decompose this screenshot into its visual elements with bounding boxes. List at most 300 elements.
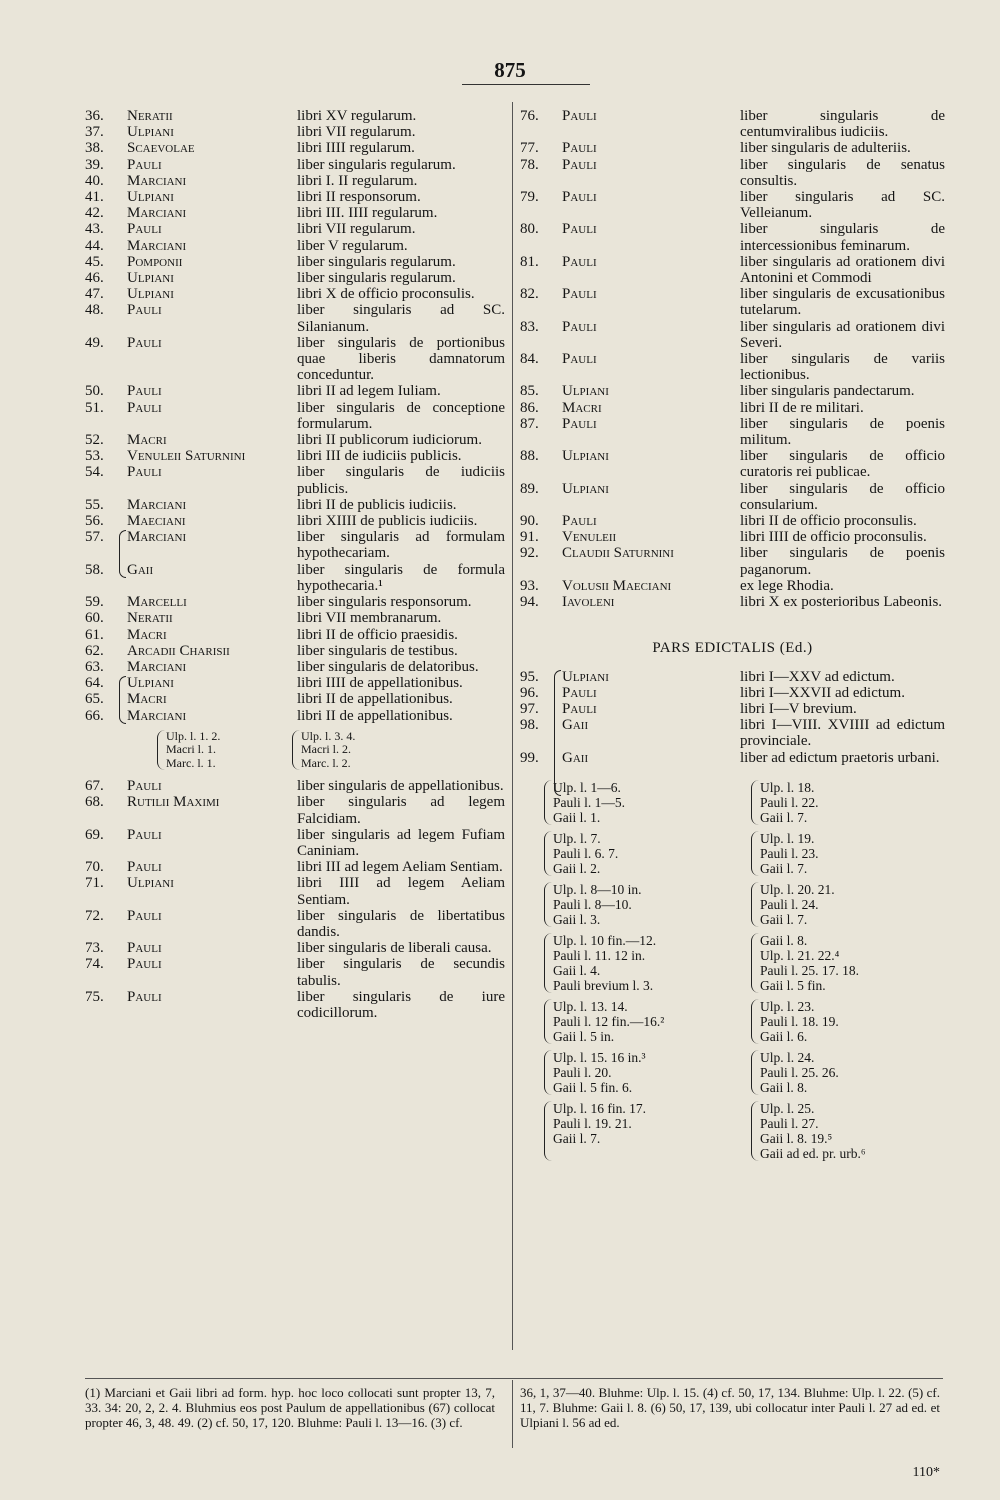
entry-author: Pauli <box>562 156 597 173</box>
entry-author: Ulpiani <box>127 270 174 287</box>
index-entry <box>520 448 945 480</box>
concordance-line: Ulp. l. 18. <box>760 779 815 795</box>
entry-number: 47. <box>85 286 104 303</box>
entry-title: liber singularis de poenis paganorum. <box>740 545 945 578</box>
group-brace <box>554 670 561 796</box>
index-entry <box>520 286 945 318</box>
concordance-line: Pauli l. 19. 21. <box>553 1115 632 1131</box>
entry-title: libri VII membranarum. <box>297 610 442 627</box>
entry-number: 80. <box>520 221 539 238</box>
index-entry <box>85 989 505 1021</box>
entry-title: libri II ad legem Iuliam. <box>297 383 441 400</box>
entry-title: liber singularis de senatus consultis. <box>740 156 945 189</box>
index-entry <box>520 481 945 513</box>
entry-number: 36. <box>85 108 104 124</box>
index-entry <box>85 497 505 513</box>
entry-title: ex lege Rhodia. <box>740 577 834 594</box>
index-entry <box>520 513 945 529</box>
entry-number: 59. <box>85 594 104 611</box>
index-entry <box>85 513 505 529</box>
concordance-group <box>544 1050 945 1095</box>
entry-author: Pauli <box>127 334 162 351</box>
entry-author: Pauli <box>562 253 597 270</box>
concordance-line: Gaii l. 1. <box>553 809 601 825</box>
index-entry <box>85 956 505 988</box>
entry-number: 57. <box>85 529 104 546</box>
index-entry <box>85 708 505 724</box>
entry-author: Ulpiani <box>562 669 740 685</box>
concordance-line: Ulp. l. 19. <box>760 830 815 846</box>
page-number: 875 <box>494 58 526 82</box>
concordance-block <box>544 1101 723 1161</box>
entry-number: 41. <box>85 189 104 206</box>
entry-number: 51. <box>85 399 104 416</box>
entry-number: 38. <box>85 140 104 157</box>
index-entry <box>85 464 505 496</box>
concordance-group <box>544 1101 945 1161</box>
concordance-line: Gaii l. 8. 19.⁵ <box>760 1130 833 1146</box>
entry-author: Macri <box>562 399 602 416</box>
entry-author: Pauli <box>127 940 162 957</box>
index-entry <box>85 400 505 432</box>
index-entry <box>85 157 505 173</box>
entry-title: liber singularis ad SC. Silanianum. <box>297 302 505 335</box>
concordance-line: Ulp. l. 25. <box>760 1100 815 1116</box>
concordance-line: Pauli l. 22. <box>760 794 819 810</box>
signature-mark: 110* <box>912 1465 940 1480</box>
entry-title: libri III. IIII regularum. <box>297 205 438 222</box>
entry-title: liber singularis de excusationibus tutelarum. <box>740 286 945 319</box>
entry-number: 86. <box>520 399 539 416</box>
index-entry <box>85 794 505 826</box>
index-entry <box>520 254 945 286</box>
index-entry <box>520 351 945 383</box>
entry-title: liber singularis de iure codicillorum. <box>297 988 505 1022</box>
entry-title: libri II responsorum. <box>297 189 421 206</box>
index-entry <box>85 448 505 464</box>
entry-title: liber singularis de libertatibus dandis. <box>297 907 505 941</box>
entry-number: 77. <box>520 140 539 157</box>
entry-author: Pauli <box>562 221 597 238</box>
entry-title: libri II de officio praesidis. <box>297 626 458 643</box>
index-entry <box>520 545 945 577</box>
entry-number: 76. <box>520 108 539 124</box>
entry-title: liber singularis regularum. <box>297 253 456 270</box>
index-entry <box>85 173 505 189</box>
entry-author: Marciani <box>127 237 187 254</box>
concordance-line: Ulp. l. 7. <box>553 830 601 846</box>
concordance-line: Gaii l. 4. <box>553 962 601 978</box>
right-column <box>520 108 945 1167</box>
entry-author: Ulpiani <box>562 383 609 400</box>
concordance-line: Pauli l. 11. 12 in. <box>553 947 646 963</box>
entry-number: 87. <box>520 415 539 432</box>
concordance-line: Ulp. l. 23. <box>760 998 815 1014</box>
entry-title: libri II publicorum iudiciorum. <box>297 432 482 449</box>
entry-author: Iavoleni <box>562 594 615 611</box>
index-entry <box>520 140 945 156</box>
entry-author: Marcelli <box>127 594 187 611</box>
right-entry-list <box>520 108 945 610</box>
entry-title: libri VII regularum. <box>297 124 416 141</box>
entry-number: 85. <box>520 383 539 400</box>
entry-number: 78. <box>520 156 539 173</box>
concordance-block <box>751 999 930 1044</box>
entry-title: libri III de iudiciis publicis. <box>297 448 462 465</box>
index-entry <box>520 594 945 610</box>
concordance-line: Pauli l. 1—5. <box>553 794 626 810</box>
entry-number: 82. <box>520 286 539 303</box>
entry-author: Pauli <box>562 108 597 124</box>
entry-author: Pauli <box>562 351 597 368</box>
entry-title: libri X de officio proconsulis. <box>297 286 475 303</box>
concordance-line: Pauli l. 23. <box>760 845 819 861</box>
index-entry <box>85 221 505 237</box>
index-entry <box>520 529 945 545</box>
entry-title: libri IIII ad legem Aeliam Sentiam. <box>297 875 505 908</box>
entry-number: 97. <box>520 700 539 717</box>
entry-number: 69. <box>85 826 104 843</box>
entry-number: 74. <box>85 956 104 973</box>
index-entry <box>520 701 945 717</box>
footnote-rule <box>85 1378 943 1379</box>
entry-author: Marciani <box>127 172 187 189</box>
entry-number: 71. <box>85 875 104 892</box>
entry-number: 92. <box>520 545 539 562</box>
concordance-line: Pauli l. 25. 26. <box>760 1064 839 1080</box>
entry-number: 39. <box>85 156 104 173</box>
entry-number: 83. <box>520 318 539 335</box>
index-entry <box>520 221 945 253</box>
concordance-line: Pauli l. 8—10. <box>553 896 632 912</box>
entry-title: liber singularis ad orationem divi Antonini et Commodi <box>740 253 945 287</box>
entry-title: libri VII regularum. <box>297 221 416 238</box>
entry-title: liber singularis ad legem Fufiam Caniniam. <box>297 826 505 860</box>
entry-author: Pauli <box>127 988 162 1005</box>
concordance-line: Gaii l. 8. <box>760 932 808 948</box>
concordance-block <box>544 882 723 927</box>
concordance-block <box>751 1050 930 1095</box>
entry-author: Pauli <box>562 684 597 701</box>
index-entry <box>85 562 505 594</box>
concordance-line: Ulp. l. 10 fin.—12. <box>553 932 657 948</box>
entry-title: libri III ad legem Aeliam Sentiam. <box>297 859 503 876</box>
index-entry <box>520 717 945 749</box>
entry-author: Marciani <box>127 707 187 724</box>
group-brace <box>119 676 126 724</box>
entry-author: Gaii <box>562 749 589 766</box>
entry-number: 37. <box>85 124 104 141</box>
concordance-block <box>544 933 723 993</box>
concordance-line: Gaii l. 7. <box>760 911 808 927</box>
footnotes-left: (1) Marciani et Gaii libri ad form. hyp. hoc loco collocati sunt propter 13, 7, 33. 34: 20, 2, 2. 4. Bluhmius eos post Paulum de appellationibus (67) collocat propter 46, 3, 48. 49. (2) cf. 50, 17, 120. Bluhme: Pauli l. 13—16. (3) cf. <box>85 1385 495 1430</box>
concordance-block <box>751 1101 930 1161</box>
index-entry <box>520 578 945 594</box>
entry-author: Ulpiani <box>127 286 174 303</box>
entry-author: Pauli <box>127 464 162 481</box>
concordance-line: Ulp. l. 21. 22.⁴ <box>760 947 840 963</box>
concordance-line: Gaii l. 7. <box>760 860 808 876</box>
concordance-line: Gaii l. 7. <box>553 1130 601 1146</box>
index-entry <box>85 859 505 875</box>
entry-author: Scaevolae <box>127 140 195 157</box>
entry-number: 98. <box>520 717 539 734</box>
concordance-line: Ulp. l. 1—6. <box>553 779 621 795</box>
entry-number: 55. <box>85 496 104 513</box>
entry-title: liber singularis regularum. <box>297 156 456 173</box>
index-entry <box>85 659 505 675</box>
entry-title: libri X ex posterioribus Labeonis. <box>740 594 943 611</box>
index-entry <box>520 416 945 448</box>
entry-number: 42. <box>85 205 104 222</box>
concordance-block <box>544 780 723 825</box>
entry-title: liber singularis de liberali causa. <box>297 940 492 957</box>
entry-author: Claudii Saturnini <box>562 545 674 562</box>
index-entry <box>520 108 945 140</box>
entry-number: 49. <box>85 334 104 351</box>
entry-number: 45. <box>85 253 104 270</box>
entry-title: liber singularis de appellationibus. <box>297 778 504 795</box>
index-entry <box>520 189 945 221</box>
entry-title: libri I—XXV ad edictum. <box>740 668 895 685</box>
right-concordance <box>544 780 945 1161</box>
entry-title: liber V regularum. <box>297 237 408 254</box>
entry-title: libri II de officio proconsulis. <box>740 513 917 530</box>
entry-author: Neratii <box>127 610 173 627</box>
entry-author: Pauli <box>127 221 162 238</box>
entry-number: 70. <box>85 859 104 876</box>
entry-author: Venuleii <box>562 529 617 546</box>
entry-author: Macri <box>127 432 167 449</box>
entry-title: liber singularis de poenis militum. <box>740 415 945 449</box>
entry-title: liber singularis de delatoribus. <box>297 658 479 675</box>
concordance-line: Ulp. l. 1. 2. <box>166 728 221 743</box>
entry-author: Venuleii Saturnini <box>127 448 246 465</box>
entry-author: Gaii <box>562 717 589 734</box>
entry-number: 99. <box>520 749 539 766</box>
concordance-line: Marc. l. 2. <box>301 755 351 770</box>
entry-author: Pauli <box>562 415 597 432</box>
index-entry <box>85 610 505 626</box>
entry-title: libri II de re militari. <box>740 399 864 416</box>
entry-title: liber singularis de centumviralibus iudiciis. <box>740 108 945 141</box>
concordance-block <box>544 999 723 1044</box>
concordance-group <box>544 882 945 927</box>
index-entry <box>85 254 505 270</box>
entry-title: libri II de appellationibus. <box>297 707 453 724</box>
entry-title: liber singularis de iudiciis publicis. <box>297 464 505 497</box>
entry-number: 52. <box>85 432 104 449</box>
entry-author: Pauli <box>562 700 597 717</box>
entry-author: Gaii <box>127 561 154 578</box>
index-entry <box>85 124 505 140</box>
index-entry <box>85 238 505 254</box>
concordance-line: Pauli l. 20. <box>553 1064 612 1080</box>
concordance-line: Ulp. l. 15. 16 in.³ <box>553 1049 646 1065</box>
entry-number: 95. <box>520 668 539 685</box>
entry-number: 79. <box>520 189 539 206</box>
concordance-block <box>544 831 723 876</box>
entry-number: 48. <box>85 302 104 319</box>
index-entry <box>85 302 505 334</box>
entry-author: Pauli <box>562 189 597 206</box>
entry-number: 56. <box>85 513 104 530</box>
entry-number: 88. <box>520 448 539 465</box>
concordance-line: Ulp. l. 16 fin. 17. <box>553 1100 646 1116</box>
entry-title: liber singularis de portionibus quae liberis damnatorum conceduntur. <box>297 334 505 384</box>
concordance-line: Gaii ad ed. pr. urb.⁶ <box>760 1145 866 1161</box>
entry-title: liber singularis de officio consularium. <box>740 480 945 513</box>
index-entry <box>520 400 945 416</box>
concordance-line: Gaii l. 5 fin. 6. <box>553 1079 633 1095</box>
header-rule <box>462 84 590 85</box>
entry-title: libri IIII de officio proconsulis. <box>740 529 927 546</box>
entry-author: Ulpiani <box>127 875 174 892</box>
concordance-line: Macri l. 1. <box>166 742 216 757</box>
entry-author: Pauli <box>562 286 597 303</box>
entry-author: Marciani <box>127 205 187 222</box>
concordance-group <box>544 780 945 825</box>
entry-number: 46. <box>85 270 104 287</box>
index-entry <box>520 383 945 399</box>
footnotes-right: 36, 1, 37—40. Bluhme: Ulp. l. 15. (4) cf. 50, 17, 134. Bluhme: Ulp. l. 22. (5) cf. 11, 7. Bluhme: Gaii l. 8. (6) 50, 17, 139, ubi collocatur inter Pauli l. 27 ad ed. et Ulpiani l. 56 ad ed. <box>520 1385 940 1430</box>
entry-title: liber singularis de secundis tabulis. <box>297 956 505 989</box>
entry-number: 53. <box>85 448 104 465</box>
concordance-line: Gaii l. 5 fin. <box>760 977 826 993</box>
entry-author: Pauli <box>562 140 597 157</box>
index-entry <box>85 140 505 156</box>
entry-title: liber singularis ad orationem divi Severi. <box>740 318 945 351</box>
concordance-line: Ulp. l. 24. <box>760 1049 815 1065</box>
entry-title: libri I—V brevium. <box>740 700 857 717</box>
concordance-line: Gaii l. 5 in. <box>553 1028 615 1044</box>
concordance-line: Ulp. l. 13. 14. <box>553 998 628 1014</box>
concordance-block <box>157 730 256 771</box>
pars-edictalis-heading: PARS EDICTALIS (Ed.) <box>652 640 813 657</box>
index-entry <box>85 270 505 286</box>
index-entry <box>85 940 505 956</box>
index-entry <box>85 335 505 384</box>
concordance-line: Gaii l. 3. <box>553 911 601 927</box>
entry-author: Volusii Maeciani <box>562 577 672 594</box>
entry-title: libri I—VIII. XVIIII ad edictum provinciale. <box>740 717 945 750</box>
entry-author: Ulpiani <box>127 675 297 691</box>
concordance-group <box>544 999 945 1044</box>
concordance-line: Gaii l. 7. <box>760 809 808 825</box>
entry-number: 94. <box>520 594 539 611</box>
entry-title: libri II de publicis iudiciis. <box>297 496 457 513</box>
index-entry <box>85 189 505 205</box>
index-entry <box>85 383 505 399</box>
entry-title: liber singularis regularum. <box>297 270 456 287</box>
entry-number: 54. <box>85 464 104 481</box>
index-entry <box>85 594 505 610</box>
concordance-line: Pauli l. 27. <box>760 1115 819 1131</box>
concordance-line: Gaii l. 8. <box>760 1079 808 1095</box>
concordance-line: Pauli l. 24. <box>760 896 819 912</box>
entry-number: 81. <box>520 253 539 270</box>
index-entry <box>85 643 505 659</box>
entry-author: Macri <box>127 691 167 708</box>
concordance-block <box>751 882 930 927</box>
left-concordance <box>157 730 505 771</box>
entry-title: liber singularis de intercessionibus feminarum. <box>740 221 945 254</box>
entry-author: Pauli <box>127 778 162 795</box>
entry-title: libri II de appellationibus. <box>297 691 453 708</box>
entry-title: libri XIIII de publicis iudiciis. <box>297 513 478 530</box>
index-entry <box>520 157 945 189</box>
entry-number: 89. <box>520 480 539 497</box>
concordance-line: Pauli brevium l. 3. <box>553 977 654 993</box>
entry-title: libri I—XXVII ad edictum. <box>740 684 905 701</box>
entry-number: 84. <box>520 351 539 368</box>
concordance-line: Ulp. l. 3. 4. <box>301 728 356 743</box>
entry-number: 65. <box>85 691 104 708</box>
entry-title: liber singularis ad SC. Velleianum. <box>740 189 945 222</box>
entry-number: 60. <box>85 610 104 627</box>
index-entry <box>85 108 505 124</box>
entry-author: Pauli <box>127 383 162 400</box>
entry-number: 50. <box>85 383 104 400</box>
entry-author: Pauli <box>127 859 162 876</box>
entry-number: 44. <box>85 237 104 254</box>
entry-number: 68. <box>85 794 104 811</box>
concordance-line: Gaii l. 2. <box>553 860 601 876</box>
entry-author: Pauli <box>127 399 162 416</box>
entry-number: 61. <box>85 626 104 643</box>
left-entry-list-continued <box>85 778 505 1021</box>
entry-number: 63. <box>85 658 104 675</box>
entry-title: liber ad edictum praetoris urbani. <box>740 749 940 766</box>
entry-author: Ulpiani <box>127 124 174 141</box>
entry-number: 75. <box>85 988 104 1005</box>
concordance-line: Pauli l. 12 fin.—16.² <box>553 1013 665 1029</box>
index-entry <box>85 691 505 707</box>
index-entry <box>520 669 945 685</box>
entry-author: Maeciani <box>127 513 186 530</box>
entry-author: Neratii <box>127 108 173 124</box>
entry-title: liber singularis de adulteriis. <box>740 140 911 157</box>
entry-title: liber singularis ad legem Falcidiam. <box>297 794 505 827</box>
entry-title: libri IIII regularum. <box>297 140 415 157</box>
index-entry <box>85 205 505 221</box>
concordance-line: Ulp. l. 8—10 in. <box>553 881 642 897</box>
entry-number: 72. <box>85 907 104 924</box>
entry-author: Pauli <box>127 302 162 319</box>
entry-number: 73. <box>85 940 104 957</box>
entry-author: Marciani <box>127 529 297 545</box>
entry-title: liber singularis de testibus. <box>297 642 458 659</box>
entry-author: Pauli <box>127 956 162 973</box>
concordance-block <box>751 831 930 876</box>
entry-author: Pauli <box>127 156 162 173</box>
concordance-line: Ulp. l. 20. 21. <box>760 881 835 897</box>
concordance-line: Pauli l. 6. 7. <box>553 845 619 861</box>
entry-title: liber singularis de formula hypothecaria.¹ <box>297 561 505 594</box>
entry-title: liber singularis de variis lectionibus. <box>740 351 945 384</box>
index-entry <box>85 432 505 448</box>
entry-author: Rutilii Maximi <box>127 794 220 811</box>
concordance-line: Macri l. 2. <box>301 742 351 757</box>
entry-author: Pomponii <box>127 253 183 270</box>
footnote-divider <box>512 1380 513 1448</box>
index-entry <box>85 529 505 561</box>
left-entry-list <box>85 108 505 724</box>
concordance-line: Gaii l. 6. <box>760 1028 808 1044</box>
group-brace <box>119 530 126 578</box>
entry-author: Pauli <box>127 907 162 924</box>
entry-title: libri I. II regularum. <box>297 172 418 189</box>
